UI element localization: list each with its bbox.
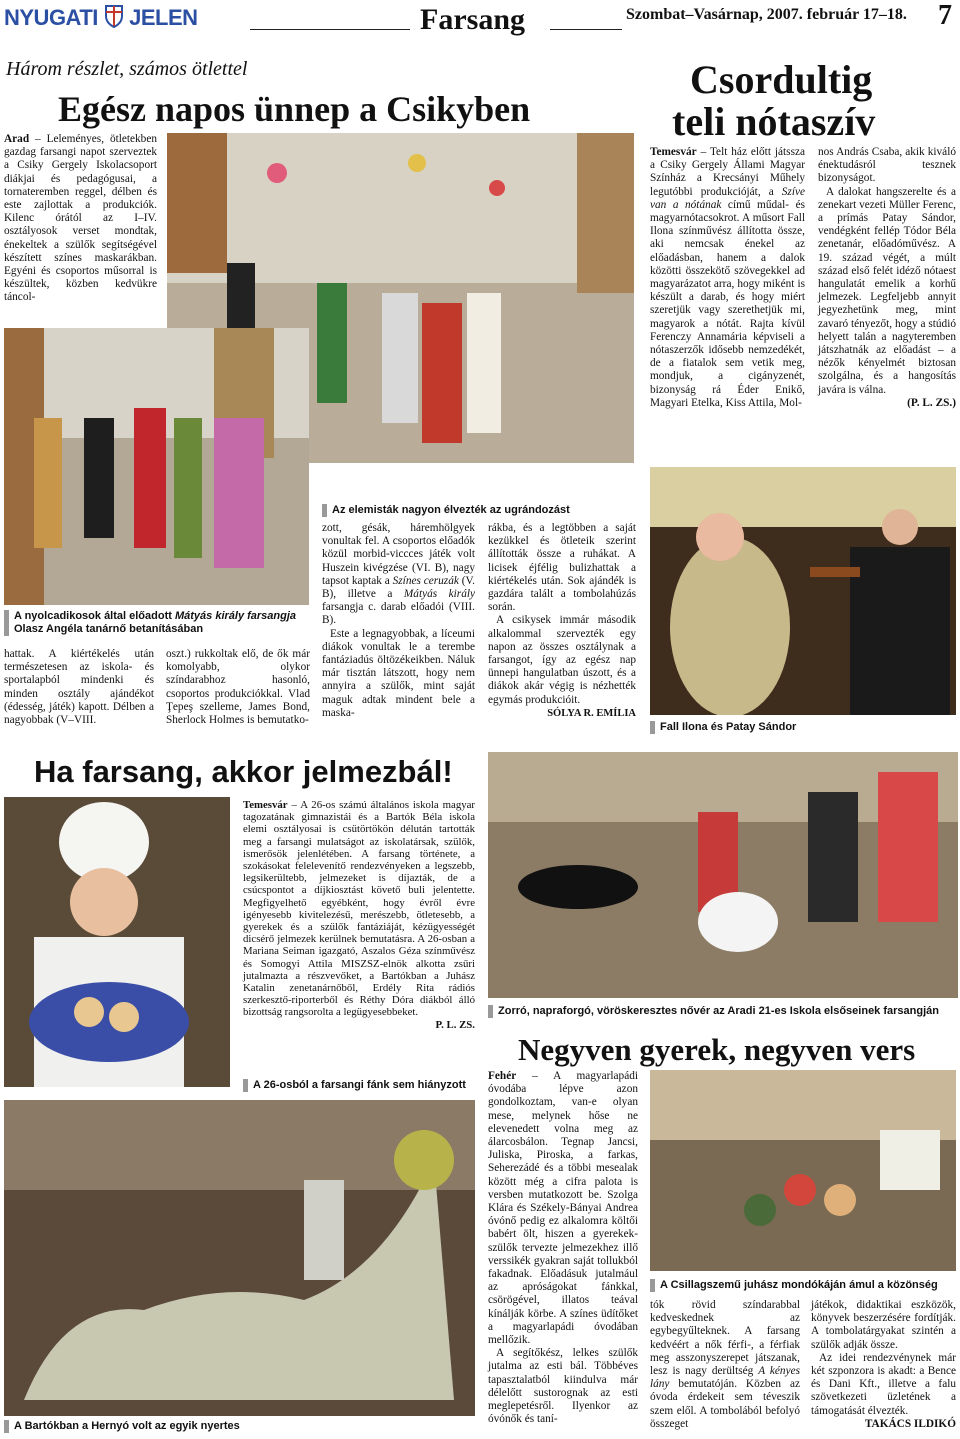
article-headline-notasziv-2: teli nótaszív bbox=[672, 99, 876, 144]
article4-signature: TAKÁCS ILDIKÓ bbox=[864, 1417, 956, 1430]
article-headline-negyven: Negyven gyerek, negyven vers bbox=[518, 1032, 916, 1067]
caption-donuts: A 26-osból a farsangi fánk sem hiányzott bbox=[243, 1079, 483, 1092]
article2-signature: (P. L. ZS.) bbox=[907, 396, 956, 409]
issue-date: Szombat–Vasárnap, 2007. február 17–18. bbox=[626, 6, 907, 23]
photo-chef-donuts bbox=[4, 797, 230, 1087]
caption-mathias-play: A nyolcadikosok által előadott Mátyás király farsangja Olasz Angéla tanárnő betanításában bbox=[4, 610, 314, 636]
article1-col3: oszt.) rukkoltak elő, de ők már komolyabb, olykor színdarabhoz hasonló, csoportos produkciókkal. Vlad Ţepeş szelleme, James Bond, Sherlock Holmes is bemutatko- bbox=[166, 648, 310, 727]
caption-csillagszemu: A Csillagszemű juhász mondókáján ámul a közönség bbox=[650, 1279, 960, 1292]
article1-col4: zott, gésák, háremhölgyek vonultak fel. A csoportos előadók közül morbid-viccces játék volt Huszein kivégzése (VI. B), nagy tapsot kaptak a Színes ceruzák (V. B), illetve a Mátyás király farsangja c. darab előadói (VIII. B). Este a legnagyobbak, a líceumi diákok vonultak le a terembe fantáziadús öltözékeikben. Náluk már tisztán látszott, hogy nem annyira a szülők, mint saját maguk adtak mindent bele a maska- bbox=[322, 522, 476, 719]
caption-aradi: Zorró, napraforgó, vöröskeresztes nővér az Aradi 21-es Iskola elsőseinek farsangján bbox=[488, 1005, 960, 1018]
article-kicker: Három részlet, számos ötlettel bbox=[6, 58, 248, 80]
article3-signature: P. L. ZS. bbox=[435, 1018, 475, 1031]
article1-col2: hattak. A kiértékelés után természetesen az iskola- és sportalapból mindenki és minden osztály ajándékot (édesség, játék) kapott. Délben a nagyobbak (V–VIII. bbox=[4, 648, 154, 727]
section-title: Farsang bbox=[420, 3, 525, 36]
masthead bbox=[0, 0, 960, 40]
article-headline-notasziv-1: Csordultig bbox=[690, 57, 873, 102]
page-number: 7 bbox=[938, 0, 952, 31]
caption-elementary: Az elemisták nagyon élvezték az ugrándozást bbox=[322, 504, 652, 517]
newspaper-logo: NYUGATI JELEN bbox=[4, 5, 198, 30]
article1-lead: Arad – Leleményes, ötletekben gazdag farsangi napot szerveztek a Csiky Gergely Iskolacsoport diákjai és pedagógusai, a tornateremben reggel, délben és este zajlottak a produkciók. Kilenc órától az I–IV. osztályosok verset mondtak, énekeltek a szülők segítségével készített színes maskarákban. Egyéni és csoportos műsorral is készültek, közben kedvükre táncol- bbox=[4, 133, 157, 304]
article2-col2: nos András Csaba, akik kiváló énektudásról tesznek bizonyságot. A dalokat hangszerelte és a zenekart vezeti Müller Ferenc, a prímás Patay Sándor, vendégként fellép Tódor Béla zenetanár, előadóművész. A 19. század végét, a múlt század első felét idéző nótaest hangulatát emelik a korhű jelmezek. Legfeljebb annyit jegyezhetünk meg, mint zavaró tényezőt, hogy a stúdió helyett talán a nagyteremben játszhatnák az előadást – a nézők kényelmét biztosan szolgálna, és a hangosítás javára is válna. (P. L. ZS.) bbox=[818, 146, 957, 409]
caption-caterpillar: A Bartókban a Hernyó volt az egyik nyertes bbox=[4, 1420, 314, 1433]
coat-of-arms-icon bbox=[104, 4, 124, 28]
article1-col5: rákba, és a legtöbben a saját kezükkel és ötleteik szerint állították össze a ruhákat. A licisek éjfélig bulizhattak a kiértékelés után. Sok ajándék is gazdára talált a tombolahúzás során. A csikysek immár második alkalommal szervezték egy napon az összes osztálynak a farsangot, így az egész nap ünnepi hangulatban úszott, és a diákok akár végig is nézhették egymás produkcióit. SÓLYA R. EMÍLIA bbox=[488, 522, 636, 719]
photo-fall-ilona-pataj bbox=[650, 467, 956, 715]
article4-col3: játékok, didaktikai eszközök, könyvek beszerzésére fordítják. A tombolatárgyakat szintén a szülők adják össze. Az idei rendezvénynek már két szponzora is akadt: a Bence és Dani Kft., illetve a falu szövetkezeti üzletének a támogatását élvezték. TAKÁCS ILDIKÓ bbox=[811, 1299, 956, 1430]
photo-caterpillar bbox=[4, 1100, 475, 1416]
article3-body: Temesvár – A 26-os számú általános iskola magyar tagozatának gimnazistái és a Bartók Béla iskola elemi osztályosai is csütörtökön délután tartották meg a farsangi mulatságot az iskolatársak, szülők, ismerősök jelenlétében. A farsang története, a szokásokat felelevenítő rendezvényeken a legszebb, legsikerültebb, jelmezeket is díjazták, de a csúcspontot a díjkiosztást követő buli jelentette. Megfigyelhető egyébként, hogy évről évre igényesebb kivitelezésű, merészebb, ötletesebb, a gyerekek és a szülők fantáziáját, kézügyességét dicsérő jelmezek kerülnek bemutatásra. A 26-osban a Mariana Seiman igazgató, Aszalos Géza színművész és Somogyi Attila MISZSZ-elnök alkotta zsűri jutalmazta a részvevőket, a Bartókban a Juhász Katalin zenetanárnőből, Erdély Rita rádiós szerkesztő-riporterből és Réthy Dóra diákból álló bizottság rangsorolta a legügyesebbeket. P. L. ZS. bbox=[243, 799, 475, 1031]
photo-aradi-first-graders bbox=[488, 752, 958, 998]
article4-col2: tók rövid színdarabbal kedveskednek az egybegyűlteknek. A farsang kedvéért a nők férfi-, a férfiak meg asszonyszerepet játszanak, lesz is nagy derültség A kényes lány bemutatóján. Közben az óvoda érdekeit sem téveszik szem elől. A tombolából befolyó összeget bbox=[650, 1299, 801, 1430]
caption-fall-ilona: Fall Ilona és Patay Sándor bbox=[650, 721, 960, 734]
photo-mathias-play bbox=[4, 328, 309, 605]
photo-csillagszemu bbox=[650, 1070, 956, 1271]
article2-col1: Temesvár – Telt ház előtt játssza a Csiky Gergely Állami Magyar Színház a Krecsányi Műhely legutóbbi produkcióját, a Szíve van a nótának című műdal- és magyarnótacsokrot. A műsort Fall Ilona színművész állította össze, aki nemcsak énekel az előadásban, hanem a dalok közötti összekötő szövegekkel ad magyarázatot arra, hogy miként is készült a darab, és hogy miért szeretjük vagy szerethetjük mi, magyarok a nótát. Rajta kívül Ferenczy Annamária képviseli a nótaszerzők idősebb nemzedékét, de a fiatalok sem vetik meg, mondjuk, a cigányzenét, bizonyság rá Éder Enikő, Magyari Etelka, Kiss Attila, Mol- bbox=[650, 146, 805, 409]
article-headline-jelmezbal: Ha farsang, akkor jelmezbál! bbox=[34, 754, 453, 789]
article1-signature: SÓLYA R. EMÍLIA bbox=[547, 707, 636, 719]
article4-col1: Fehér – A magyarlapádi óvodába lépve azon gondolkoztam, van-e olyan mese, melynek hőse ne elevenedett volna meg az álarcosbálon. Tegnap Jancsi, Juliska, Piroska, a farkas, Seherezádé és a többi mesealak között még a cifra palota is versben mutatkozott be. Szolga Klára és Székely-Bányai Andrea óvónő pedig ez alkalomra költői babért ölt, hiszen a gyerekek-szülők tervezte jelmezekhez illő verssikék gyakran saját tollukból fakadnak. Előadásuk jutalmául az apróságokat fánkkal, csörögével, illatos teával kínálják körbe. A színes üdítőket a magyarlapádi óvodában mellőzik. A segítőkész, lelkes szülők jutalma az esti bál. Többéves tapasztalatból kiindulva már délelőtt sustorognak az esti meglepetésről. Ilyenkor az óvónők és taní- bbox=[488, 1070, 638, 1426]
article-headline-csiky: Egész napos ünnep a Csikyben bbox=[58, 89, 531, 129]
